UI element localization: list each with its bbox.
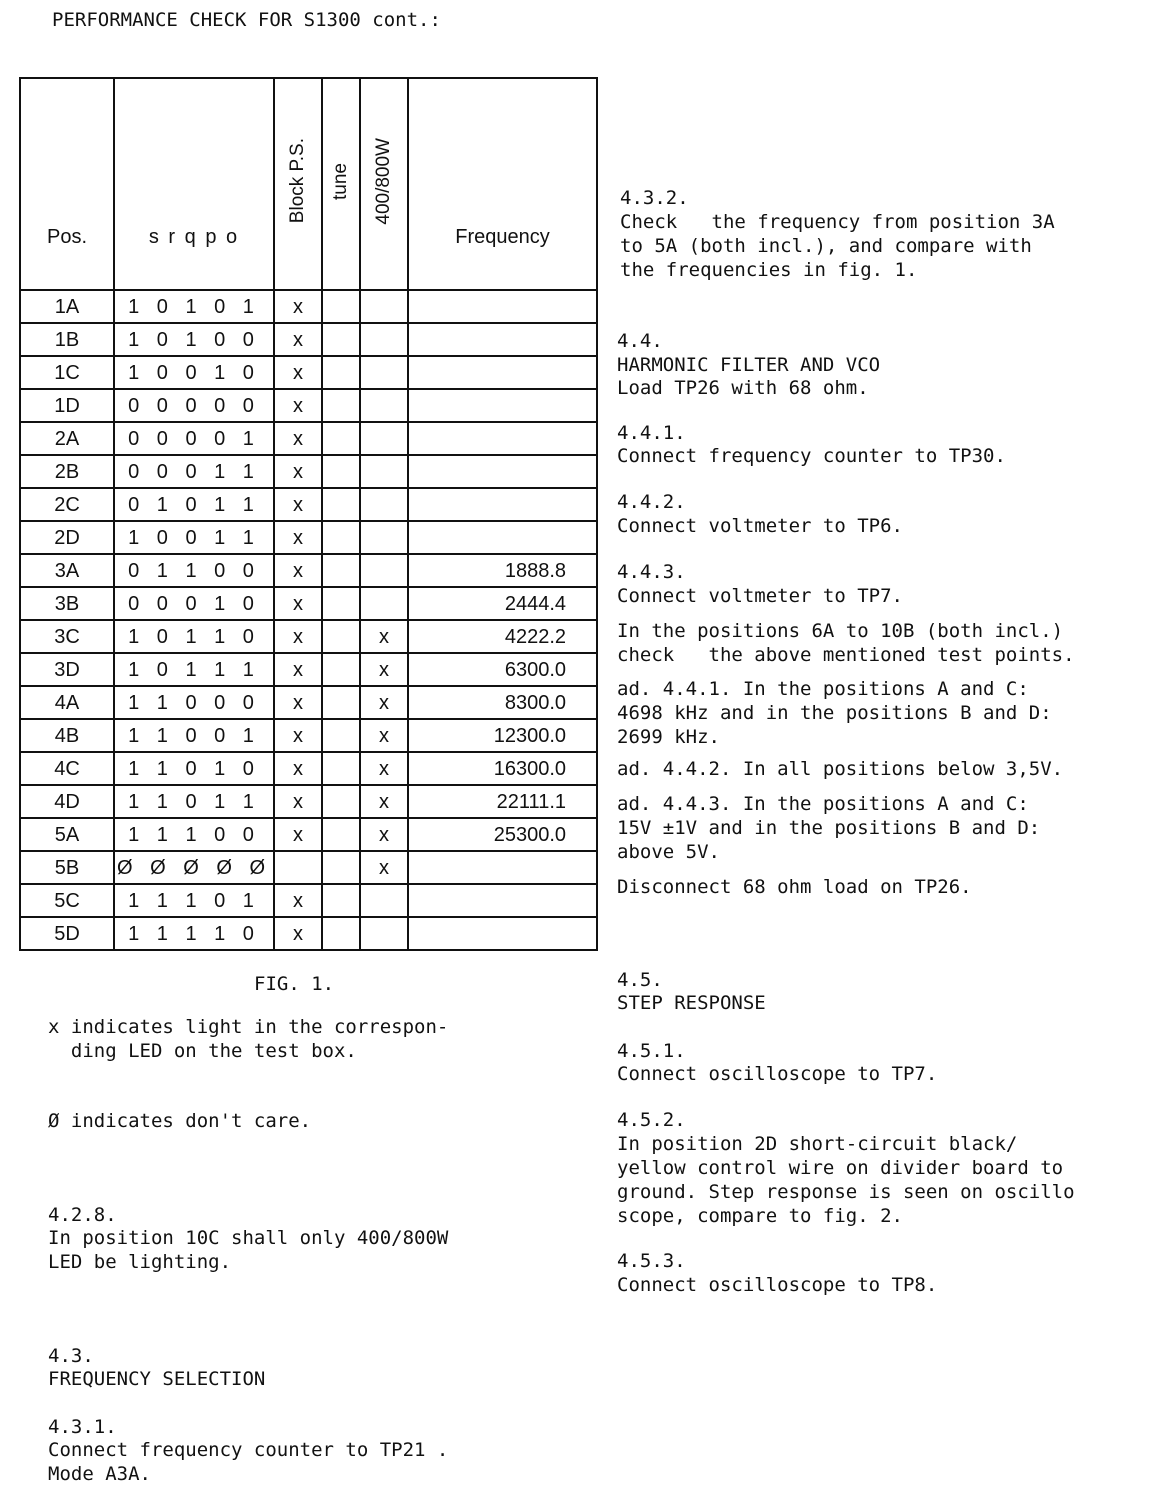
cell-frequency: [408, 455, 597, 488]
section-4-5-3-text: Connect oscilloscope to TP8.: [617, 1274, 938, 1296]
cell-400-800w: [360, 884, 408, 917]
table-body: [20, 290, 597, 950]
cell-tune: [322, 653, 360, 686]
table-row: [20, 653, 597, 686]
cell-bits: 0 0 0 0 0: [114, 389, 274, 422]
col-header-frequency: Frequency: [408, 78, 597, 290]
cell-tune: [322, 290, 360, 323]
cell-frequency: 16300.0: [408, 752, 597, 785]
table-row: [20, 818, 597, 851]
cell-bits: 1 0 1 1 0: [114, 620, 274, 653]
cell-bits: 0 1 0 1 1: [114, 488, 274, 521]
section-4-5-1-number: 4.5.1.: [617, 1040, 686, 1062]
cell-frequency: [408, 290, 597, 323]
cell-block-ps: x: [274, 719, 322, 752]
cell-pos: 2C: [20, 488, 114, 521]
col-header-400-800w: [360, 78, 408, 290]
cell-frequency: 22111.1: [408, 785, 597, 818]
cell-tune: [322, 752, 360, 785]
cell-bits: 0 1 1 0 0: [114, 554, 274, 587]
table-row: [20, 587, 597, 620]
cell-400-800w: x: [360, 752, 408, 785]
cell-block-ps: x: [274, 587, 322, 620]
cell-block-ps: x: [274, 521, 322, 554]
cell-tune: [322, 917, 360, 950]
col-header-tune-label: tune: [330, 162, 351, 200]
table-row: [20, 554, 597, 587]
cell-400-800w: [360, 356, 408, 389]
cell-tune: [322, 455, 360, 488]
cell-bits: 0 0 0 1 1: [114, 455, 274, 488]
section-4-4-3-text: Connect voltmeter to TP7.: [617, 585, 903, 607]
section-4-3-1-number: 4.3.1.: [48, 1416, 117, 1438]
cell-pos: 1B: [20, 323, 114, 356]
section-4-4-2-number: 4.4.2.: [617, 491, 686, 513]
cell-block-ps: x: [274, 455, 322, 488]
section-4-4-2-text: Connect voltmeter to TP6.: [617, 515, 903, 537]
section-4-4-title: HARMONIC FILTER AND VCO: [617, 354, 881, 376]
cell-bits: 1 0 1 0 1: [114, 290, 274, 323]
table-row: [20, 422, 597, 455]
cell-block-ps: x: [274, 917, 322, 950]
cell-400-800w: [360, 422, 408, 455]
cell-frequency: 8300.0: [408, 686, 597, 719]
section-4-4-1-number: 4.4.1.: [617, 422, 686, 444]
cell-bits: 1 0 0 1 0: [114, 356, 274, 389]
cell-tune: [322, 521, 360, 554]
section-4-3-number: 4.3.: [48, 1345, 94, 1367]
cell-tune: [322, 818, 360, 851]
cell-pos: 5B: [20, 851, 114, 884]
cell-pos: 5A: [20, 818, 114, 851]
cell-400-800w: [360, 290, 408, 323]
cell-bits: 1 1 0 0 0: [114, 686, 274, 719]
cell-tune: [322, 620, 360, 653]
cell-block-ps: x: [274, 686, 322, 719]
cell-400-800w: x: [360, 719, 408, 752]
cell-400-800w: [360, 389, 408, 422]
cell-400-800w: [360, 554, 408, 587]
col-header-tune: [322, 78, 360, 290]
section-4-5-2-number: 4.5.2.: [617, 1109, 686, 1131]
table-row: [20, 521, 597, 554]
section-4-4-number: 4.4.: [617, 330, 663, 352]
section-4-5-2-text: In position 2D short-circuit black/ yellow control wire on divider board to ground. Step response is seen on oscillo scope, compare to fig. 2.: [617, 1133, 1075, 1227]
cell-frequency: [408, 323, 597, 356]
cell-tune: [322, 488, 360, 521]
section-4-5-3-number: 4.5.3.: [617, 1250, 686, 1272]
col-header-block-ps-label: Block P.S.: [287, 138, 308, 224]
section-4-2-8-number: 4.2.8.: [48, 1204, 117, 1226]
cell-400-800w: x: [360, 686, 408, 719]
table-row: [20, 290, 597, 323]
ad-4-4-1-text: ad. 4.4.1. In the positions A and C: 4698 kHz and in the positions B and D: 2699 kHz.: [617, 678, 1052, 748]
table-row: [20, 851, 597, 884]
cell-tune: [322, 389, 360, 422]
cell-block-ps: x: [274, 422, 322, 455]
cell-frequency: 1888.8: [408, 554, 597, 587]
cell-block-ps: x: [274, 785, 322, 818]
x-note: x indicates light in the correspon- ding LED on the test box.: [48, 1016, 449, 1062]
cell-bits: 1 1 0 0 1: [114, 719, 274, 752]
cell-pos: 4A: [20, 686, 114, 719]
dont-care-note: Ø indicates don't care.: [48, 1110, 312, 1132]
cell-400-800w: [360, 587, 408, 620]
cell-block-ps: x: [274, 356, 322, 389]
cell-tune: [322, 554, 360, 587]
section-4-3-2-text: Check the frequency from position 3A to 5A (both incl.), and compare with the frequencies in fig. 1.: [620, 211, 1055, 281]
cell-pos: 3C: [20, 620, 114, 653]
cell-block-ps: x: [274, 389, 322, 422]
cell-400-800w: x: [360, 620, 408, 653]
section-4-5-number: 4.5.: [617, 969, 663, 991]
fig-caption: FIG. 1.: [254, 973, 335, 995]
cell-block-ps: x: [274, 488, 322, 521]
section-4-4-1-text: Connect frequency counter to TP30.: [617, 445, 1006, 467]
section-4-4-3-number: 4.4.3.: [617, 561, 686, 583]
col-header-400-800w-label: 400/800W: [373, 137, 394, 225]
cell-block-ps: x: [274, 752, 322, 785]
cell-tune: [322, 686, 360, 719]
cell-block-ps: x: [274, 323, 322, 356]
section-4-3-title: FREQUENCY SELECTION: [48, 1368, 266, 1390]
cell-bits: 1 1 0 1 0: [114, 752, 274, 785]
cell-400-800w: x: [360, 818, 408, 851]
section-4-3-2-number: 4.3.2.: [620, 187, 689, 209]
cell-frequency: [408, 851, 597, 884]
cell-frequency: [408, 356, 597, 389]
cell-frequency: 2444.4: [408, 587, 597, 620]
cell-400-800w: [360, 917, 408, 950]
cell-block-ps: x: [274, 653, 322, 686]
cell-pos: 5D: [20, 917, 114, 950]
cell-pos: 3B: [20, 587, 114, 620]
cell-frequency: [408, 488, 597, 521]
cell-pos: 4D: [20, 785, 114, 818]
col-header-block-ps: [274, 78, 322, 290]
table-row: [20, 620, 597, 653]
cell-400-800w: [360, 323, 408, 356]
cell-400-800w: x: [360, 653, 408, 686]
cell-tune: [322, 323, 360, 356]
cell-frequency: 12300.0: [408, 719, 597, 752]
table-row: [20, 455, 597, 488]
cell-frequency: [408, 422, 597, 455]
cell-bits: Ø Ø Ø Ø Ø: [114, 851, 274, 884]
cell-pos: 4C: [20, 752, 114, 785]
cell-bits: 1 1 1 0 0: [114, 818, 274, 851]
cell-bits: 1 0 1 0 0: [114, 323, 274, 356]
cell-400-800w: [360, 488, 408, 521]
cell-pos: 2A: [20, 422, 114, 455]
table-row: [20, 884, 597, 917]
section-4-5-title: STEP RESPONSE: [617, 992, 766, 1014]
table-row: [20, 356, 597, 389]
cell-bits: 1 0 1 1 1: [114, 653, 274, 686]
cell-pos: 1D: [20, 389, 114, 422]
cell-pos: 4B: [20, 719, 114, 752]
section-4-3-1-text: Connect frequency counter to TP21 . Mode A3A.: [48, 1439, 449, 1485]
cell-tune: [322, 719, 360, 752]
cell-block-ps: x: [274, 554, 322, 587]
cell-frequency: [408, 917, 597, 950]
cell-tune: [322, 785, 360, 818]
section-4-2-8-text: In position 10C shall only 400/800W LED be lighting.: [48, 1227, 449, 1273]
cell-pos: 2B: [20, 455, 114, 488]
positions-text: In the positions 6A to 10B (both incl.) check the above mentioned test points.: [617, 620, 1075, 666]
cell-frequency: [408, 389, 597, 422]
cell-block-ps: x: [274, 290, 322, 323]
cell-400-800w: x: [360, 785, 408, 818]
table-row: [20, 389, 597, 422]
section-4-5-1-text: Connect oscilloscope to TP7.: [617, 1063, 938, 1085]
cell-bits: 1 1 1 0 1: [114, 884, 274, 917]
cell-tune: [322, 851, 360, 884]
cell-tune: [322, 422, 360, 455]
section-4-4-text: Load TP26 with 68 ohm.: [617, 377, 869, 399]
cell-tune: [322, 356, 360, 389]
cell-bits: 0 0 0 0 1: [114, 422, 274, 455]
table-row: [20, 752, 597, 785]
cell-pos: 2D: [20, 521, 114, 554]
cell-pos: 1C: [20, 356, 114, 389]
cell-400-800w: x: [360, 851, 408, 884]
table-row: [20, 917, 597, 950]
cell-pos: 1A: [20, 290, 114, 323]
cell-400-800w: [360, 455, 408, 488]
cell-bits: 0 0 0 1 0: [114, 587, 274, 620]
cell-block-ps: x: [274, 620, 322, 653]
cell-pos: 3D: [20, 653, 114, 686]
ad-4-4-2-text: ad. 4.4.2. In all positions below 3,5V.: [617, 758, 1064, 780]
col-header-bits-label: s r q p o: [148, 226, 240, 248]
cell-frequency: [408, 884, 597, 917]
cell-frequency: [408, 521, 597, 554]
table-row: [20, 686, 597, 719]
cell-pos: 3A: [20, 554, 114, 587]
cell-tune: [322, 587, 360, 620]
cell-frequency: 25300.0: [408, 818, 597, 851]
table-row: [20, 488, 597, 521]
cell-pos: 5C: [20, 884, 114, 917]
page-header: PERFORMANCE CHECK FOR S1300 cont.:: [52, 9, 441, 31]
cell-frequency: 6300.0: [408, 653, 597, 686]
table-header-row: [20, 78, 597, 290]
cell-tune: [322, 884, 360, 917]
cell-block-ps: x: [274, 884, 322, 917]
cell-frequency: 4222.2: [408, 620, 597, 653]
fig1-table: [19, 77, 598, 951]
ad-4-4-3-text: ad. 4.4.3. In the positions A and C: 15V ±1V and in the positions B and D: above 5V.: [617, 793, 1041, 863]
col-header-bits: [114, 78, 274, 290]
col-header-pos: Pos.: [20, 78, 114, 290]
table-row: [20, 719, 597, 752]
table-row: [20, 323, 597, 356]
cell-bits: 1 0 0 1 1: [114, 521, 274, 554]
disconnect-text: Disconnect 68 ohm load on TP26.: [617, 876, 972, 898]
cell-bits: 1 1 0 1 1: [114, 785, 274, 818]
cell-400-800w: [360, 521, 408, 554]
cell-block-ps: x: [274, 818, 322, 851]
table-row: [20, 785, 597, 818]
cell-bits: 1 1 1 1 0: [114, 917, 274, 950]
cell-block-ps: [274, 851, 322, 884]
